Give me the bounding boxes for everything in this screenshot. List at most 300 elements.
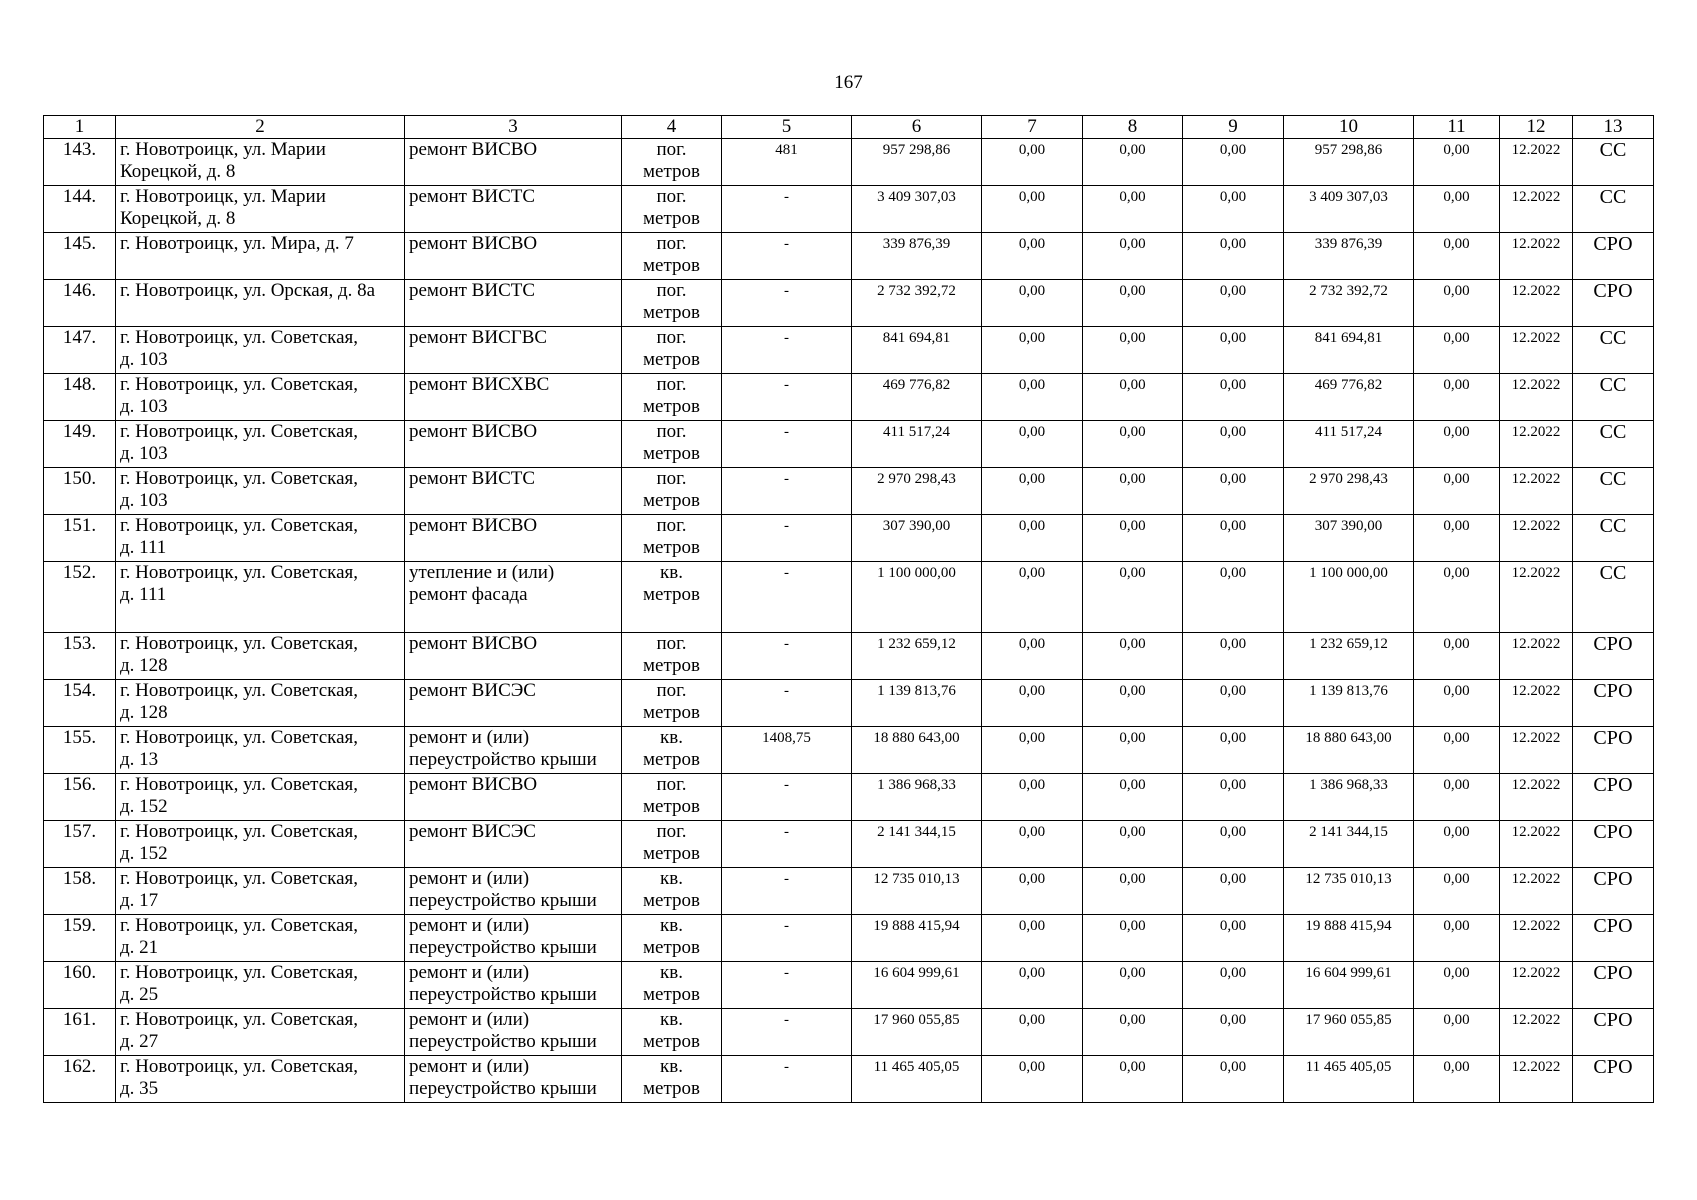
row-number-cell: 147. [44, 327, 116, 374]
completion-date-cell: 12.2022 [1500, 868, 1573, 915]
work-type-cell-line: переустройство крыши [409, 890, 597, 911]
address-cell [116, 727, 405, 774]
work-type-cell [405, 139, 622, 186]
completion-date-cell: 12.2022 [1500, 327, 1573, 374]
address-cell-line: г. Новотроицк, ул. Советская, [120, 633, 359, 654]
regional-funds-cell: 0,00 [1083, 915, 1183, 962]
total-cost-cell: 18 880 643,00 [852, 727, 982, 774]
other-funds-cell: 0,00 [1414, 280, 1500, 327]
federal-funds-cell: 0,00 [982, 515, 1083, 562]
regional-funds-cell: 0,00 [1083, 1056, 1183, 1103]
local-funds-cell: 0,00 [1183, 515, 1284, 562]
column-header-9: 9 [1183, 116, 1284, 139]
volume-cell: - [722, 821, 852, 868]
address-cell [116, 327, 405, 374]
address-cell [116, 421, 405, 468]
unit-cell-line: метров [643, 1078, 700, 1099]
account-type-cell: СРО [1573, 868, 1654, 915]
address-cell [116, 280, 405, 327]
account-type-cell: СС [1573, 139, 1654, 186]
local-funds-cell: 0,00 [1183, 1056, 1284, 1103]
address-cell [116, 680, 405, 727]
unit-cell-line: метров [643, 702, 700, 723]
address-cell-line: д. 111 [120, 537, 167, 558]
column-header-7: 7 [982, 116, 1083, 139]
unit-cell-line: кв. [660, 727, 683, 748]
total-cost-cell: 3 409 307,03 [852, 186, 982, 233]
account-type-cell: СС [1573, 515, 1654, 562]
owner-funds-cell: 957 298,86 [1284, 139, 1414, 186]
unit-cell-line: метров [643, 796, 700, 817]
work-type-cell [405, 915, 622, 962]
work-type-cell-line: ремонт фасада [409, 584, 528, 605]
total-cost-cell: 1 386 968,33 [852, 774, 982, 821]
unit-cell-line: метров [643, 490, 700, 511]
regional-funds-cell: 0,00 [1083, 868, 1183, 915]
unit-cell [622, 868, 722, 915]
total-cost-cell: 11 465 405,05 [852, 1056, 982, 1103]
address-cell-line: д. 128 [120, 655, 168, 676]
owner-funds-cell: 2 970 298,43 [1284, 468, 1414, 515]
account-type-cell: СС [1573, 421, 1654, 468]
work-type-cell-line: ремонт ВИСЭС [409, 680, 536, 701]
account-type-cell: СС [1573, 374, 1654, 421]
unit-cell-line: пог. [656, 374, 687, 395]
address-cell-line: г. Новотроицк, ул. Советская, [120, 421, 359, 442]
row-number-cell: 156. [44, 774, 116, 821]
unit-cell-line: пог. [656, 821, 687, 842]
owner-funds-cell: 16 604 999,61 [1284, 962, 1414, 1009]
volume-cell: - [722, 774, 852, 821]
other-funds-cell: 0,00 [1414, 680, 1500, 727]
total-cost-cell: 411 517,24 [852, 421, 982, 468]
total-cost-cell: 307 390,00 [852, 515, 982, 562]
volume-cell: 481 [722, 139, 852, 186]
table-row [44, 374, 1654, 421]
address-cell-line: Корецкой, д. 8 [120, 161, 236, 182]
table-row [44, 633, 1654, 680]
work-type-cell [405, 421, 622, 468]
column-header-3: 3 [405, 116, 622, 139]
other-funds-cell: 0,00 [1414, 915, 1500, 962]
local-funds-cell: 0,00 [1183, 633, 1284, 680]
address-cell-line: д. 17 [120, 890, 159, 911]
unit-cell-line: метров [643, 302, 700, 323]
volume-cell: - [722, 186, 852, 233]
completion-date-cell: 12.2022 [1500, 727, 1573, 774]
completion-date-cell: 12.2022 [1500, 962, 1573, 1009]
work-type-cell-line: ремонт ВИСГВС [409, 327, 548, 348]
address-cell [116, 233, 405, 280]
address-cell [116, 139, 405, 186]
table-row [44, 233, 1654, 280]
address-cell [116, 962, 405, 1009]
regional-funds-cell: 0,00 [1083, 680, 1183, 727]
row-number-cell: 149. [44, 421, 116, 468]
unit-cell-line: пог. [656, 680, 687, 701]
owner-funds-cell: 17 960 055,85 [1284, 1009, 1414, 1056]
owner-funds-cell: 1 232 659,12 [1284, 633, 1414, 680]
table-row [44, 727, 1654, 774]
unit-cell [622, 915, 722, 962]
local-funds-cell: 0,00 [1183, 915, 1284, 962]
completion-date-cell: 12.2022 [1500, 280, 1573, 327]
work-type-cell [405, 821, 622, 868]
account-type-cell: СРО [1573, 774, 1654, 821]
total-cost-cell: 1 232 659,12 [852, 633, 982, 680]
volume-cell: 1408,75 [722, 727, 852, 774]
work-type-cell-line: ремонт ВИСВО [409, 139, 538, 160]
unit-cell-line: метров [643, 537, 700, 558]
unit-cell [622, 139, 722, 186]
unit-cell-line: метров [643, 890, 700, 911]
volume-cell: - [722, 233, 852, 280]
unit-cell [622, 727, 722, 774]
work-type-cell-line: ремонт ВИСТС [409, 468, 536, 489]
other-funds-cell: 0,00 [1414, 186, 1500, 233]
owner-funds-cell: 2 141 344,15 [1284, 821, 1414, 868]
total-cost-cell: 469 776,82 [852, 374, 982, 421]
unit-cell-line: кв. [660, 962, 683, 983]
local-funds-cell: 0,00 [1183, 962, 1284, 1009]
regional-funds-cell: 0,00 [1083, 562, 1183, 633]
regional-funds-cell: 0,00 [1083, 774, 1183, 821]
volume-cell: - [722, 515, 852, 562]
completion-date-cell: 12.2022 [1500, 562, 1573, 633]
unit-cell [622, 186, 722, 233]
regional-funds-cell: 0,00 [1083, 421, 1183, 468]
work-type-cell-line: ремонт ВИСЭС [409, 821, 536, 842]
volume-cell: - [722, 421, 852, 468]
owner-funds-cell: 469 776,82 [1284, 374, 1414, 421]
row-number-cell: 143. [44, 139, 116, 186]
unit-cell-line: пог. [656, 468, 687, 489]
row-number-cell: 160. [44, 962, 116, 1009]
completion-date-cell: 12.2022 [1500, 821, 1573, 868]
address-cell-line: г. Новотроицк, ул. Советская, [120, 962, 359, 983]
account-type-cell: СРО [1573, 633, 1654, 680]
address-cell-line: г. Новотроицк, ул. Советская, [120, 1009, 359, 1030]
work-type-cell-line: ремонт ВИСВО [409, 421, 538, 442]
local-funds-cell: 0,00 [1183, 821, 1284, 868]
table-row [44, 915, 1654, 962]
other-funds-cell: 0,00 [1414, 1009, 1500, 1056]
federal-funds-cell: 0,00 [982, 727, 1083, 774]
address-cell [116, 468, 405, 515]
account-type-cell: СРО [1573, 1009, 1654, 1056]
unit-cell-line: пог. [656, 633, 687, 654]
owner-funds-cell: 18 880 643,00 [1284, 727, 1414, 774]
work-type-cell [405, 1009, 622, 1056]
other-funds-cell: 0,00 [1414, 774, 1500, 821]
unit-cell [622, 680, 722, 727]
total-cost-cell: 2 141 344,15 [852, 821, 982, 868]
work-type-cell [405, 468, 622, 515]
other-funds-cell: 0,00 [1414, 468, 1500, 515]
unit-cell-line: пог. [656, 280, 687, 301]
page-number: 167 [834, 72, 863, 93]
address-cell [116, 821, 405, 868]
local-funds-cell: 0,00 [1183, 186, 1284, 233]
row-number-cell: 146. [44, 280, 116, 327]
address-cell [116, 1009, 405, 1056]
column-number-row [44, 116, 1654, 139]
work-type-cell-line: ремонт и (или) [409, 1056, 530, 1077]
work-type-cell-line: переустройство крыши [409, 1078, 597, 1099]
table-row [44, 680, 1654, 727]
local-funds-cell: 0,00 [1183, 139, 1284, 186]
address-cell [116, 633, 405, 680]
work-type-cell [405, 233, 622, 280]
address-cell-line: г. Новотроицк, ул. Марии [120, 139, 326, 160]
address-cell-line: г. Новотроицк, ул. Советская, [120, 680, 359, 701]
account-type-cell: СРО [1573, 962, 1654, 1009]
address-cell-line: г. Новотроицк, ул. Советская, [120, 374, 359, 395]
table-row [44, 562, 1654, 633]
work-type-cell [405, 727, 622, 774]
volume-cell: - [722, 327, 852, 374]
owner-funds-cell: 3 409 307,03 [1284, 186, 1414, 233]
volume-cell: - [722, 374, 852, 421]
work-type-cell-line: переустройство крыши [409, 749, 597, 770]
local-funds-cell: 0,00 [1183, 327, 1284, 374]
row-number-cell: 161. [44, 1009, 116, 1056]
row-number-cell: 144. [44, 186, 116, 233]
row-number-cell: 162. [44, 1056, 116, 1103]
unit-cell-line: метров [643, 396, 700, 417]
local-funds-cell: 0,00 [1183, 468, 1284, 515]
completion-date-cell: 12.2022 [1500, 421, 1573, 468]
other-funds-cell: 0,00 [1414, 562, 1500, 633]
unit-cell-line: метров [643, 208, 700, 229]
regional-funds-cell: 0,00 [1083, 727, 1183, 774]
table-row [44, 1056, 1654, 1103]
address-cell [116, 562, 405, 633]
completion-date-cell: 12.2022 [1500, 233, 1573, 280]
total-cost-cell: 1 139 813,76 [852, 680, 982, 727]
address-cell-line: д. 103 [120, 349, 168, 370]
unit-cell-line: метров [643, 749, 700, 770]
unit-cell-line: метров [643, 161, 700, 182]
work-type-cell-line: ремонт и (или) [409, 727, 530, 748]
federal-funds-cell: 0,00 [982, 186, 1083, 233]
other-funds-cell: 0,00 [1414, 139, 1500, 186]
other-funds-cell: 0,00 [1414, 327, 1500, 374]
address-cell [116, 374, 405, 421]
work-type-cell-line: ремонт и (или) [409, 1009, 530, 1030]
work-type-cell [405, 680, 622, 727]
regional-funds-cell: 0,00 [1083, 374, 1183, 421]
address-cell-line: д. 103 [120, 443, 168, 464]
account-type-cell: СРО [1573, 727, 1654, 774]
address-cell-line: д. 111 [120, 584, 167, 605]
federal-funds-cell: 0,00 [982, 468, 1083, 515]
address-cell-line: г. Новотроицк, ул. Советская, [120, 727, 359, 748]
address-cell-line: г. Новотроицк, ул. Орская, д. 8а [120, 280, 376, 301]
unit-cell-line: пог. [656, 186, 687, 207]
table-row [44, 421, 1654, 468]
account-type-cell: СРО [1573, 280, 1654, 327]
owner-funds-cell: 339 876,39 [1284, 233, 1414, 280]
completion-date-cell: 12.2022 [1500, 915, 1573, 962]
regional-funds-cell: 0,00 [1083, 327, 1183, 374]
work-type-cell-line: ремонт ВИСТС [409, 186, 536, 207]
local-funds-cell: 0,00 [1183, 374, 1284, 421]
volume-cell: - [722, 1009, 852, 1056]
unit-cell-line: метров [643, 1031, 700, 1052]
completion-date-cell: 12.2022 [1500, 515, 1573, 562]
federal-funds-cell: 0,00 [982, 915, 1083, 962]
account-type-cell: СС [1573, 562, 1654, 633]
work-type-cell [405, 562, 622, 633]
regional-funds-cell: 0,00 [1083, 633, 1183, 680]
unit-cell-line: пог. [656, 774, 687, 795]
address-cell-line: д. 13 [120, 749, 159, 770]
address-cell-line: д. 27 [120, 1031, 159, 1052]
unit-cell [622, 280, 722, 327]
address-cell-line: д. 103 [120, 490, 168, 511]
federal-funds-cell: 0,00 [982, 327, 1083, 374]
completion-date-cell: 12.2022 [1500, 374, 1573, 421]
work-type-cell-line: ремонт ВИСВО [409, 774, 538, 795]
other-funds-cell: 0,00 [1414, 233, 1500, 280]
federal-funds-cell: 0,00 [982, 280, 1083, 327]
other-funds-cell: 0,00 [1414, 727, 1500, 774]
table-row [44, 327, 1654, 374]
owner-funds-cell: 19 888 415,94 [1284, 915, 1414, 962]
column-header-6: 6 [852, 116, 982, 139]
table-row [44, 186, 1654, 233]
owner-funds-cell: 12 735 010,13 [1284, 868, 1414, 915]
federal-funds-cell: 0,00 [982, 233, 1083, 280]
volume-cell: - [722, 680, 852, 727]
regional-funds-cell: 0,00 [1083, 233, 1183, 280]
unit-cell [622, 633, 722, 680]
work-type-cell [405, 633, 622, 680]
account-type-cell: СРО [1573, 821, 1654, 868]
regional-funds-cell: 0,00 [1083, 468, 1183, 515]
work-type-cell-line: ремонт ВИСВО [409, 633, 538, 654]
other-funds-cell: 0,00 [1414, 821, 1500, 868]
work-type-cell-line: ремонт и (или) [409, 915, 530, 936]
row-number-cell: 155. [44, 727, 116, 774]
other-funds-cell: 0,00 [1414, 374, 1500, 421]
completion-date-cell: 12.2022 [1500, 468, 1573, 515]
address-cell-line: д. 103 [120, 396, 168, 417]
row-number-cell: 157. [44, 821, 116, 868]
address-cell-line: д. 21 [120, 937, 159, 958]
column-header-1: 1 [44, 116, 116, 139]
owner-funds-cell: 411 517,24 [1284, 421, 1414, 468]
table-row [44, 280, 1654, 327]
owner-funds-cell: 1 139 813,76 [1284, 680, 1414, 727]
table-row [44, 868, 1654, 915]
column-header-5: 5 [722, 116, 852, 139]
owner-funds-cell: 1 100 000,00 [1284, 562, 1414, 633]
federal-funds-cell: 0,00 [982, 421, 1083, 468]
row-number-cell: 145. [44, 233, 116, 280]
local-funds-cell: 0,00 [1183, 562, 1284, 633]
address-cell-line: Корецкой, д. 8 [120, 208, 236, 229]
unit-cell [622, 562, 722, 633]
row-number-cell: 152. [44, 562, 116, 633]
federal-funds-cell: 0,00 [982, 633, 1083, 680]
volume-cell: - [722, 915, 852, 962]
work-type-cell-line: утепление и (или) [409, 562, 555, 583]
work-type-cell [405, 868, 622, 915]
unit-cell-line: кв. [660, 1009, 683, 1030]
regional-funds-cell: 0,00 [1083, 186, 1183, 233]
unit-cell-line: метров [643, 255, 700, 276]
unit-cell-line: метров [643, 349, 700, 370]
table-body [44, 139, 1654, 1103]
unit-cell-line: метров [643, 984, 700, 1005]
work-type-cell-line: переустройство крыши [409, 937, 597, 958]
work-type-cell-line: переустройство крыши [409, 984, 597, 1005]
regional-funds-cell: 0,00 [1083, 280, 1183, 327]
regional-funds-cell: 0,00 [1083, 821, 1183, 868]
address-cell-line: г. Новотроицк, ул. Советская, [120, 1056, 359, 1077]
row-number-cell: 151. [44, 515, 116, 562]
column-header-13: 13 [1573, 116, 1654, 139]
work-type-cell-line: ремонт ВИСХВС [409, 374, 550, 395]
row-number-cell: 158. [44, 868, 116, 915]
table-row [44, 515, 1654, 562]
local-funds-cell: 0,00 [1183, 421, 1284, 468]
unit-cell-line: пог. [656, 233, 687, 254]
unit-cell [622, 774, 722, 821]
address-cell [116, 868, 405, 915]
unit-cell-line: метров [643, 937, 700, 958]
work-type-cell [405, 280, 622, 327]
table-row [44, 139, 1654, 186]
address-cell [116, 515, 405, 562]
other-funds-cell: 0,00 [1414, 633, 1500, 680]
owner-funds-cell: 841 694,81 [1284, 327, 1414, 374]
work-type-cell [405, 774, 622, 821]
work-type-cell-line: ремонт ВИСВО [409, 515, 538, 536]
other-funds-cell: 0,00 [1414, 962, 1500, 1009]
column-header-12: 12 [1500, 116, 1573, 139]
unit-cell-line: кв. [660, 868, 683, 889]
account-type-cell: СС [1573, 468, 1654, 515]
address-cell [116, 1056, 405, 1103]
address-cell-line: г. Новотроицк, ул. Советская, [120, 868, 359, 889]
completion-date-cell: 12.2022 [1500, 774, 1573, 821]
table-row [44, 774, 1654, 821]
address-cell-line: д. 152 [120, 796, 168, 817]
owner-funds-cell: 11 465 405,05 [1284, 1056, 1414, 1103]
column-header-10: 10 [1284, 116, 1414, 139]
table-row [44, 962, 1654, 1009]
completion-date-cell: 12.2022 [1500, 633, 1573, 680]
work-type-cell [405, 186, 622, 233]
regional-funds-cell: 0,00 [1083, 515, 1183, 562]
regional-funds-cell: 0,00 [1083, 139, 1183, 186]
row-number-cell: 153. [44, 633, 116, 680]
total-cost-cell: 16 604 999,61 [852, 962, 982, 1009]
row-number-cell: 148. [44, 374, 116, 421]
completion-date-cell: 12.2022 [1500, 139, 1573, 186]
unit-cell [622, 327, 722, 374]
unit-cell-line: кв. [660, 562, 683, 583]
unit-cell [622, 1056, 722, 1103]
owner-funds-cell: 2 732 392,72 [1284, 280, 1414, 327]
address-cell-line: г. Новотроицк, ул. Советская, [120, 821, 359, 842]
address-cell-line: г. Новотроицк, ул. Марии [120, 186, 326, 207]
unit-cell [622, 421, 722, 468]
unit-cell-line: метров [643, 655, 700, 676]
